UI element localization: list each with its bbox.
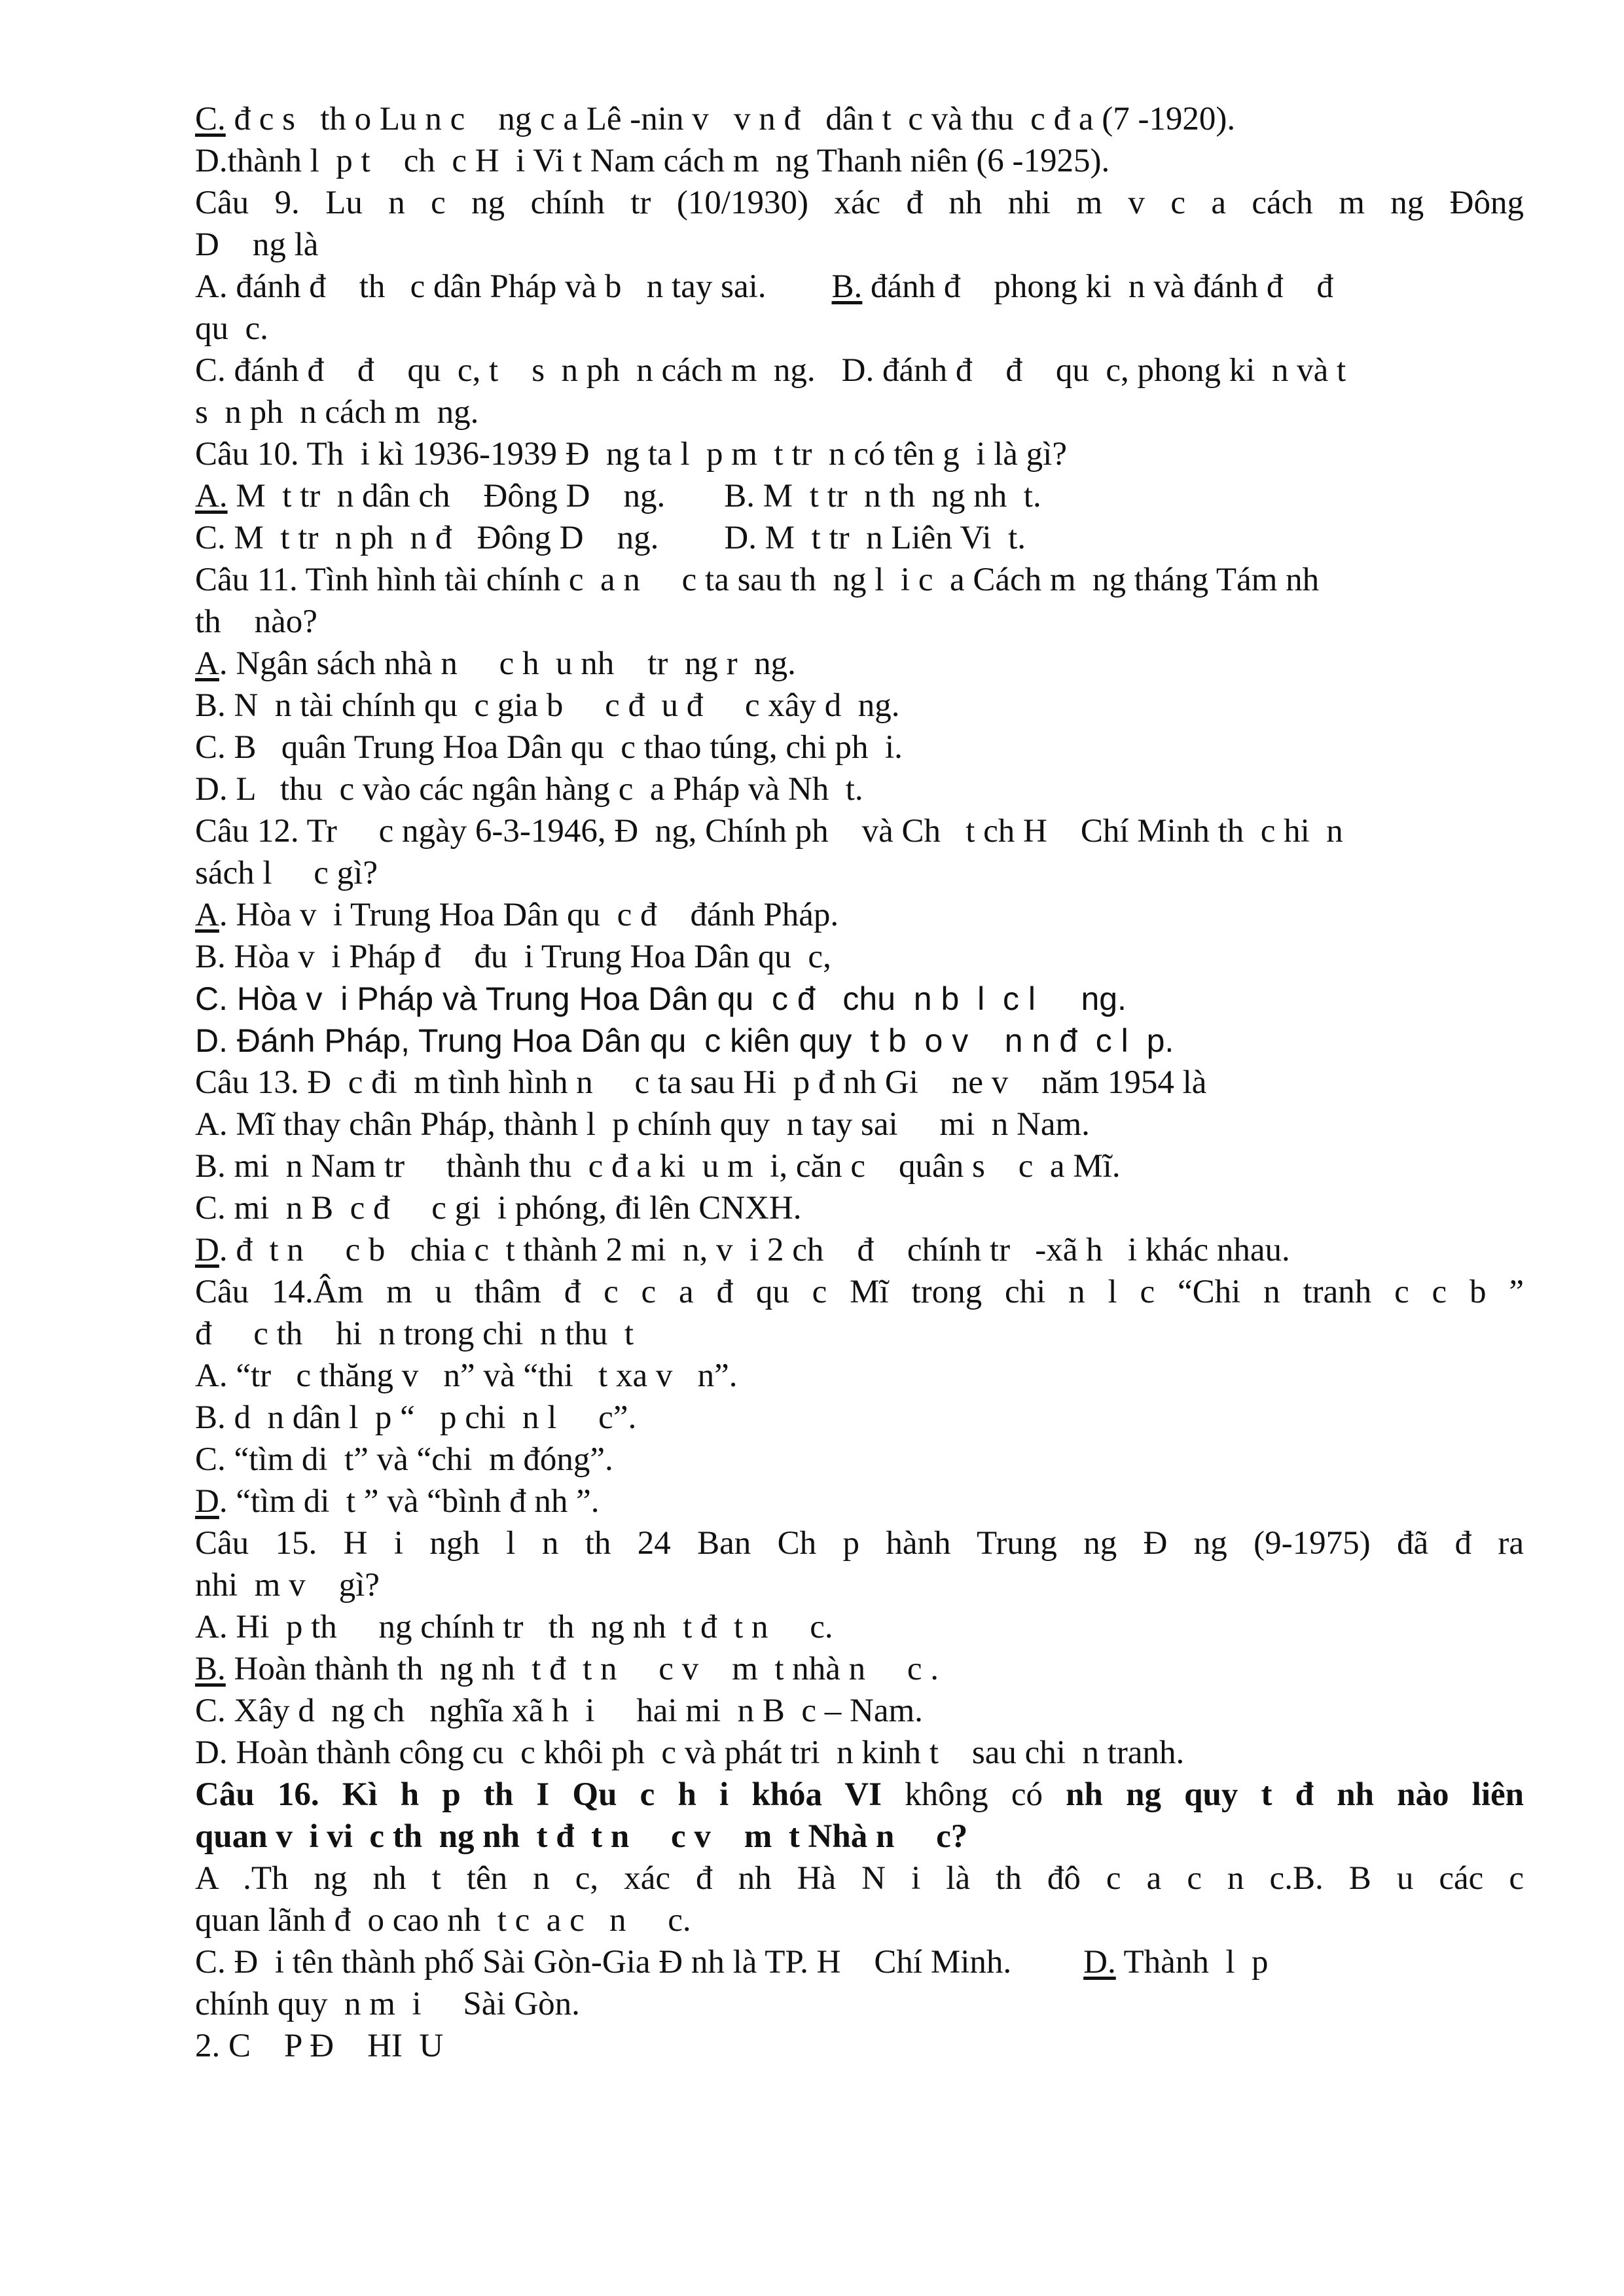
q12-stem-line-1: Câu 12. Tr c ngày 6-3-1946, Đ ng, Chính ph và Ch t ch H Chí Minh th c hi n — [195, 813, 1343, 850]
q16-stem-line-2: quan v i vi c th ng nh t đ t n c v m t Nhà n c? — [195, 1818, 968, 1855]
q10-option-d: D. M t tr n Liên Vi t. — [724, 520, 1026, 556]
q9-option-c: C. đánh đ đ qu c, t s n ph n cách m ng. — [195, 352, 816, 389]
q11-option-c: C. B quân Trung Hoa Dân qu c thao túng, chi ph i. — [195, 729, 903, 766]
q15-stem-line-2: nhi m v gì? — [195, 1567, 380, 1604]
q14-option-c: C. “tìm di t” và “chi m đóng”. — [195, 1441, 613, 1478]
q9-options-cd — [195, 350, 1524, 391]
q16-option-a-line-2: quan lãnh đ o cao nh t c a c n c. — [195, 1902, 691, 1939]
q16-option-d-text: Thành l p — [1115, 1944, 1269, 1981]
q9-correct-letter: B. — [831, 268, 863, 305]
q14-stem-line-2: đ c th hi n trong chi n thu t — [195, 1316, 634, 1352]
q15-option-c: C. Xây d ng ch nghĩa xã h i hai mi n B c – Nam. — [195, 1693, 923, 1729]
q10-stem: Câu 10. Th i kì 1936-1939 Đ ng ta l p m t tr n có tên g i là gì? — [195, 436, 1067, 473]
q11-option-a-text: . Ngân sách nhà n c h u nh tr ng r ng. — [219, 645, 796, 682]
q9-option-b-text: đánh đ phong ki n và đánh đ đ — [862, 268, 1333, 305]
q12-option-c: C. Hòa v i Pháp và Trung Hoa Dân qu c đ chu n b l c l ng. — [195, 980, 1127, 1017]
q15-option-d: D. Hoàn thành công cu c khôi ph c và phát tri n kinh t sau chi n tranh. — [195, 1734, 1185, 1771]
q16-stem-bold-a: Câu 16. Kì h p th I Qu c h i khóa VI — [195, 1776, 882, 1813]
q8-option-d: D.thành l p t ch c H i Vi t Nam cách m ng Thanh niên (6 -1925). — [195, 143, 1110, 179]
q9-option-a: A. đánh đ th c dân Pháp và b n tay sai. — [195, 268, 767, 305]
q10-options-ab — [195, 475, 1524, 517]
q15-option-a: A. Hi p th ng chính tr th ng nh t đ t n c. — [195, 1609, 833, 1645]
q12-option-b: B. Hòa v i Pháp đ đu i Trung Hoa Dân qu c, — [195, 939, 831, 975]
q14-option-a: A. “tr c thăng v n” và “thi t xa v n”. — [195, 1357, 738, 1394]
q12-option-d: D. Đánh Pháp, Trung Hoa Dân qu c kiên quy t b o v n n đ c l p. — [195, 1022, 1174, 1059]
q11-stem-line-1: Câu 11. Tình hình tài chính c a n c ta sau th ng l i c a Cách m ng tháng Tám nh — [195, 562, 1320, 598]
q12-option-a-text: . Hòa v i Trung Hoa Dân qu c đ đánh Pháp. — [219, 897, 839, 933]
q12-option-a — [195, 894, 1524, 936]
q15-correct-letter: B. — [195, 1651, 226, 1687]
q13-option-d — [195, 1229, 1524, 1271]
q8-option-c-text: đ c s th o Lu n c ng c a Lê -nin v v n đ dân t c và thu c đ a (7 -1920). — [225, 101, 1236, 137]
q11-option-d: D. L thu c vào các ngân hàng c a Pháp và Nh t. — [195, 771, 863, 808]
q14-option-d-text: . “tìm di t ” và “bình đ nh ”. — [219, 1483, 600, 1520]
q15-stem-line-1: Câu 15. H i ngh l n th 24 Ban Ch p hành Trung ng Đ ng (9-1975) đã đ ra — [195, 1525, 1524, 1562]
q16-stem-bold-b: nh ng quy t đ nh nào liên — [1066, 1776, 1524, 1813]
q13-option-c: C. mi n B c đ c gi i phóng, đi lên CNXH. — [195, 1190, 802, 1227]
q13-option-a: A. Mĩ thay chân Pháp, thành l p chính quy n tay sai mi n Nam. — [195, 1106, 1090, 1143]
q16-options-cd — [195, 1941, 1524, 1983]
q12-stem-line-2: sách l c gì? — [195, 855, 378, 891]
q10-option-a-text: M t tr n dân ch Đông D ng. — [227, 478, 666, 514]
q10-option-b: B. M t tr n th ng nh t. — [724, 478, 1041, 514]
document-page — [195, 98, 1524, 2067]
q13-correct-letter: D — [195, 1232, 219, 1268]
q13-option-b: B. mi n Nam tr thành thu c đ a ki u m i, căn c quân s c a Mĩ. — [195, 1148, 1121, 1185]
q14-stem-line-1: Câu 14.Âm m u thâm đ c c a đ qu c Mĩ trong chi n l c “Chi n tranh c c b ” — [195, 1274, 1524, 1310]
section-heading: 2. C P Đ HI U — [195, 2028, 444, 2064]
q16-option-c: C. Đ i tên thành phố Sài Gòn-Gia Đ nh là TP. H Chí Minh. — [195, 1944, 1012, 1981]
q15-option-b — [195, 1648, 1524, 1690]
q11-option-b: B. N n tài chính qu c gia b c đ u đ c xây d ng. — [195, 687, 900, 724]
q11-stem-line-2: th nào? — [195, 603, 317, 640]
q14-option-b: B. d n dân l p “ p chi n l c”. — [195, 1399, 637, 1436]
q12-correct-letter: A — [195, 897, 219, 933]
q13-option-d-text: . đ t n c b chia c t thành 2 mi n, v i 2 ch đ chính tr -xã h i khác nhau. — [219, 1232, 1290, 1268]
q13-stem: Câu 13. Đ c đi m tình hình n c ta sau Hi p đ nh Gi ne v năm 1954 là — [195, 1064, 1207, 1101]
q16-option-d-cont: chính quy n m i Sài Gòn. — [195, 1986, 580, 2022]
q9-option-b-cont: qu c. — [195, 310, 268, 347]
q11-correct-letter: A — [195, 645, 219, 682]
q9-option-d-cont: s n ph n cách m ng. — [195, 394, 479, 431]
q8-option-c — [195, 98, 1524, 140]
q10-options-cd — [195, 517, 1524, 559]
q9-stem-line-1: Câu 9. Lu n c ng chính tr (10/1930) xác đ nh nhi m v c a cách m ng Đông — [195, 185, 1524, 221]
q10-correct-letter: A. — [195, 478, 228, 514]
q9-options-ab — [195, 266, 1524, 308]
q8-correct-letter: C. — [195, 101, 226, 137]
q15-option-b-text: Hoàn thành th ng nh t đ t n c v m t nhà n c . — [225, 1651, 939, 1687]
q16-correct-letter: D. — [1083, 1944, 1116, 1981]
q16-stem-line-1 — [195, 1774, 1524, 1816]
q9-stem-line-2: D ng là — [195, 226, 319, 263]
q9-option-d: D. đánh đ đ qu c, phong ki n và t — [841, 352, 1346, 389]
q14-correct-letter: D — [195, 1483, 219, 1520]
q16-option-a-line-1: A .Th ng nh t tên n c, xác đ nh Hà N i là th đô c a c n c.B. B u các c — [195, 1860, 1524, 1897]
q14-option-d — [195, 1480, 1524, 1522]
q11-option-a — [195, 643, 1524, 685]
q16-stem-normal: không có — [882, 1776, 1066, 1813]
q10-option-c: C. M t tr n ph n đ Đông D ng. — [195, 520, 659, 556]
